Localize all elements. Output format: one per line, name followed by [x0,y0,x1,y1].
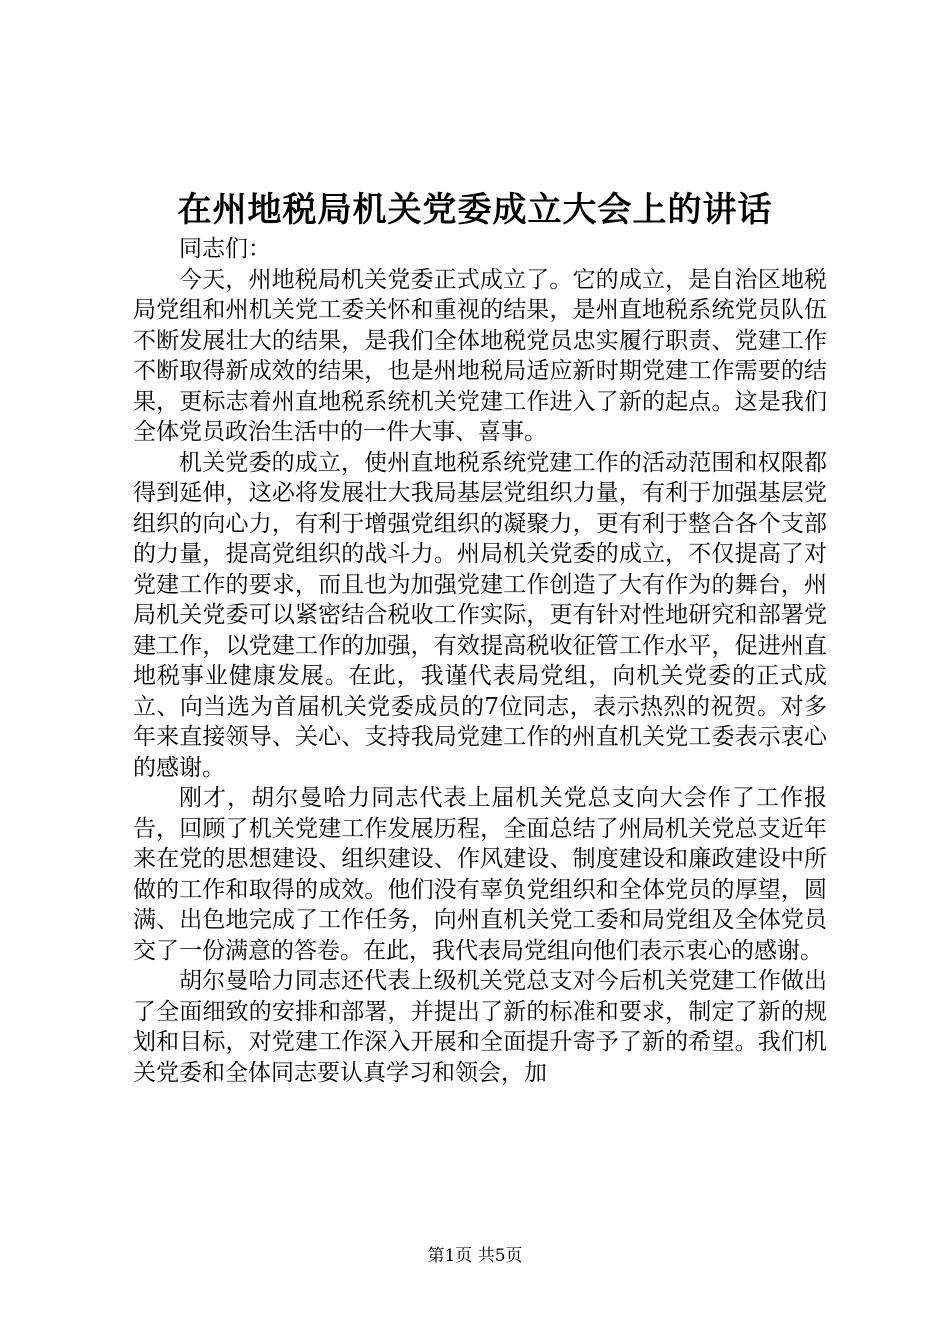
document-body [133,234,827,1088]
paragraph: 刚才，胡尔曼哈力同志代表上届机关党总支向大会作了工作报告，回顾了机关党建工作发展历程，全面总结了州局机关党总支近年来在党的思想建设、组织建设、作风建设、制度建设和廉政建设中所做的工作和取得的成效。他们没有辜负党组织和全体党员的厚望，圆满、出色地完成了工作任务，向州直机关党工委和局党组及全体党员交了一份满意的答卷。在此，我代表局党组向他们表示衷心的感谢。 [133,785,827,964]
page-footer: 第1页 共5页 [427,1246,523,1266]
document-title: 在州地税局机关党委成立大会上的讲话 [177,190,773,230]
paragraph: 胡尔曼哈力同志还代表上级机关党总支对今后机关党建工作做出了全面细致的安排和部署，并提出了新的标准和要求，制定了新的规划和目标，对党建工作深入开展和全面提升寄予了新的希望。我们机关党委和全体同志要认真学习和领会，加 [133,968,827,1086]
salutation: 同志们： [179,236,271,262]
paragraph: 机关党委的成立，使州直地税系统党建工作的活动范围和权限都得到延伸，这必将发展壮大我局基层党组织力量，有利于加强基层党组织的向心力，有利于增强党组织的凝聚力，更有利于整合各个支部的力量，提高党组织的战斗力。州局机关党委的成立，不仅提高了对党建工作的要求，而且也为加强党建工作创造了大有作为的舞台，州局机关党委可以紧密结合税收工作实际，更有针对性地研究和部署党建工作，以党建工作的加强，有效提高税收征管工作水平，促进州直地税事业健康发展。在此，我谨代表局党组，向机关党委的正式成立、向当选为首届机关党委成员的7位同志，表示热烈的祝贺。对多年来直接领导、关心、支持我局党建工作的州直机关党工委表示衷心的感谢。 [133,449,827,781]
paragraph: 今天，州地税局机关党委正式成立了。它的成立，是自治区地税局党组和州机关党工委关怀和重视的结果，是州直地税系统党员队伍不断发展壮大的结果，是我们全体地税党员忠实履行职责、党建工作不断取得新成效的结果，也是州地税局适应新时期党建工作需要的结果，更标志着州直地税系统机关党建工作进入了新的起点。这是我们全体党员政治生活中的一件大事、喜事。 [133,266,827,445]
